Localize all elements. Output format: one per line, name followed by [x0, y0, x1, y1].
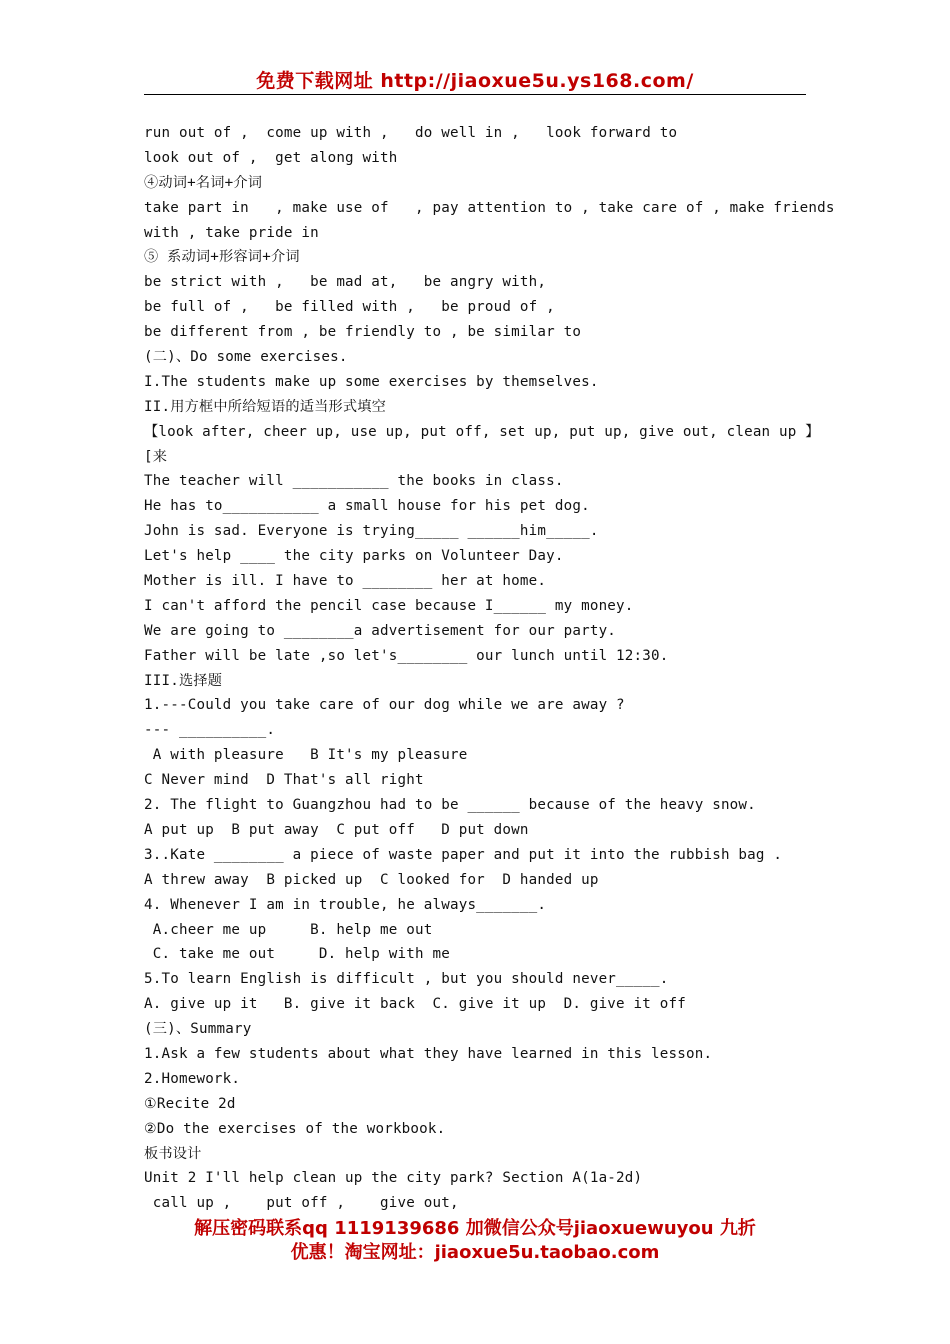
text-line: A.cheer me up B. help me out — [144, 921, 433, 938]
text-line: with , take pride in — [144, 224, 319, 241]
text-line: ⑤ 系动词+形容词+介词 — [144, 249, 300, 266]
text-line: Father will be late ,so let's________ our lunch until 12:30. — [144, 647, 669, 664]
text-line: 2. The flight to Guangzhou had to be ______ because of the heavy snow. — [144, 797, 756, 814]
text-line: He has to___________ a small house for his pet dog. — [144, 498, 590, 515]
text-line: 2.Homework. — [144, 1070, 241, 1087]
text-line: (二)、Do some exercises. — [144, 349, 348, 366]
document-body — [144, 121, 835, 1216]
text-line: 板书设计 — [144, 1145, 202, 1162]
text-line: call up , put off , give out, — [144, 1195, 459, 1212]
text-line: A with pleasure B It's my pleasure — [144, 747, 468, 764]
text-line: be strict with , be mad at, be angry with, — [144, 274, 547, 291]
text-line: A threw away B picked up C looked for D handed up — [144, 871, 599, 888]
text-line: We are going to ________a advertisement for our party. — [144, 622, 617, 639]
text-line: 1.---Could you take care of our dog while we are away ? — [144, 697, 625, 714]
text-line: be different from , be friendly to , be similar to — [144, 324, 582, 341]
header-download-url: 免费下载网址 http://jiaoxue5u.ys168.com/ — [256, 70, 694, 92]
footer-line-2: 优惠！淘宝网址：jiaoxue5u.taobao.com — [290, 1242, 660, 1263]
footer-promo — [144, 1217, 806, 1265]
text-line: A put up B put away C put off D put down — [144, 821, 529, 838]
text-line: ②Do the exercises of the workbook. — [144, 1120, 446, 1137]
text-line: 3..Kate ________ a piece of waste paper and put it into the rubbish bag . — [144, 846, 783, 863]
text-line: 1.Ask a few students about what they have learned in this lesson. — [144, 1045, 713, 1062]
text-line: look out of , get along with — [144, 149, 398, 166]
text-line: take part in , make use of , pay attention to , take care of , make friends — [144, 199, 835, 216]
text-line: Let's help ____ the city parks on Volunteer Day. — [144, 548, 564, 565]
text-line: ①Recite 2d — [144, 1095, 236, 1112]
text-line: 5.To learn English is difficult , but you should never_____. — [144, 971, 669, 988]
text-line: The teacher will ___________ the books in class. — [144, 473, 564, 490]
text-line: III.选择题 — [144, 672, 223, 689]
text-line: John is sad. Everyone is trying_____ ______him_____. — [144, 523, 599, 540]
text-line: II.用方框中所给短语的适当形式填空 — [144, 398, 387, 415]
text-line: 【look after, cheer up, use up, put off, set up, put up, give out, clean up 】 — [144, 423, 820, 440]
text-line: C. take me out D. help with me — [144, 946, 450, 963]
header-divider — [144, 94, 806, 95]
text-line: (三)、Summary — [144, 1021, 252, 1038]
text-line: A. give up it B. give it back C. give it up D. give it off — [144, 996, 686, 1013]
text-line: C Never mind D That's all right — [144, 772, 424, 789]
text-line: [来 — [144, 448, 168, 465]
text-line: I can't afford the pencil case because I______ my money. — [144, 597, 634, 614]
text-line: 4. Whenever I am in trouble, he always_______. — [144, 896, 547, 913]
text-line: Unit 2 I'll help clean up the city park? Section A(1a-2d) — [144, 1170, 643, 1187]
text-line: I.The students make up some exercises by themselves. — [144, 373, 599, 390]
text-line: be full of , be filled with , be proud of , — [144, 299, 555, 316]
text-line: --- __________. — [144, 722, 276, 739]
text-line: Mother is ill. I have to ________ her at home. — [144, 573, 547, 590]
footer-line-1: 解压密码联系qq 1119139686 加微信公众号jiaoxuewuyou 九折 — [194, 1218, 756, 1239]
text-line: run out of , come up with , do well in , look forward to — [144, 125, 678, 141]
text-line: ④动词+名词+介词 — [144, 174, 263, 191]
